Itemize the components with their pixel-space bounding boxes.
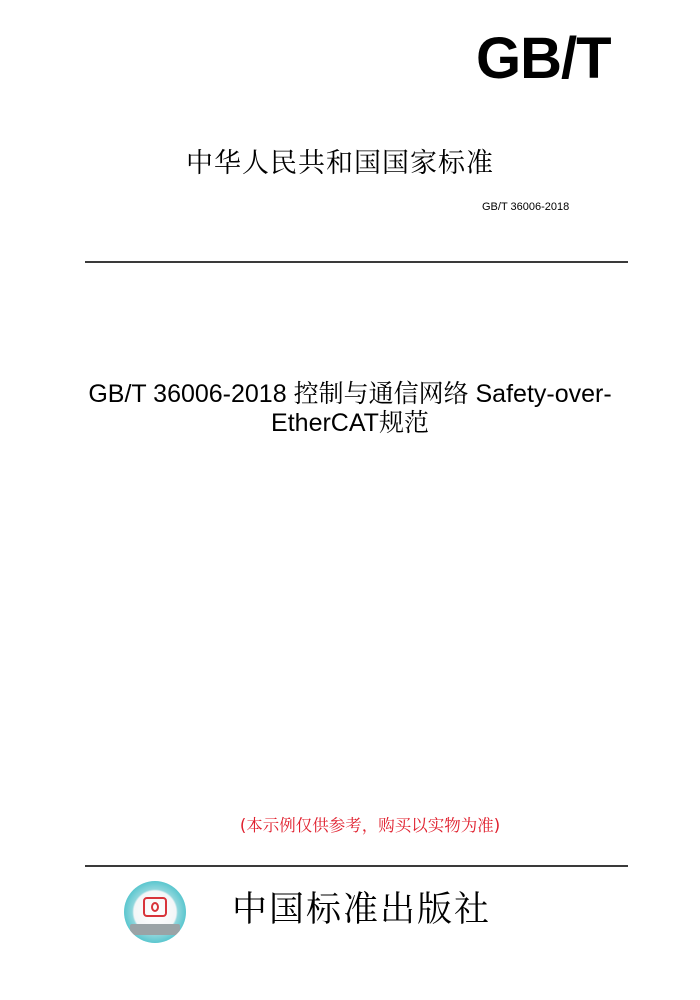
disclaimer-note: (本示例仅供参考，购买以实物为准) <box>239 816 501 835</box>
document-title-line-2: EtherCAT规范 <box>271 409 429 437</box>
anti-counterfeit-seal-icon <box>124 881 186 943</box>
publisher-name: 中国标准出版社 <box>232 890 492 930</box>
bottom-divider <box>85 865 628 867</box>
top-divider <box>85 261 628 263</box>
document-title-line-1: GB/T 36006-2018 控制与通信网络 Safety-over- <box>88 380 612 408</box>
seal-band <box>130 924 180 935</box>
seal-emblem-icon <box>143 897 167 917</box>
standard-number: GB/T 36006-2018 <box>482 201 570 213</box>
gbt-logo: GB/T <box>476 26 611 91</box>
document-title <box>30 380 670 438</box>
national-standard-heading: 中华人民共和国国家标准 <box>186 148 494 179</box>
